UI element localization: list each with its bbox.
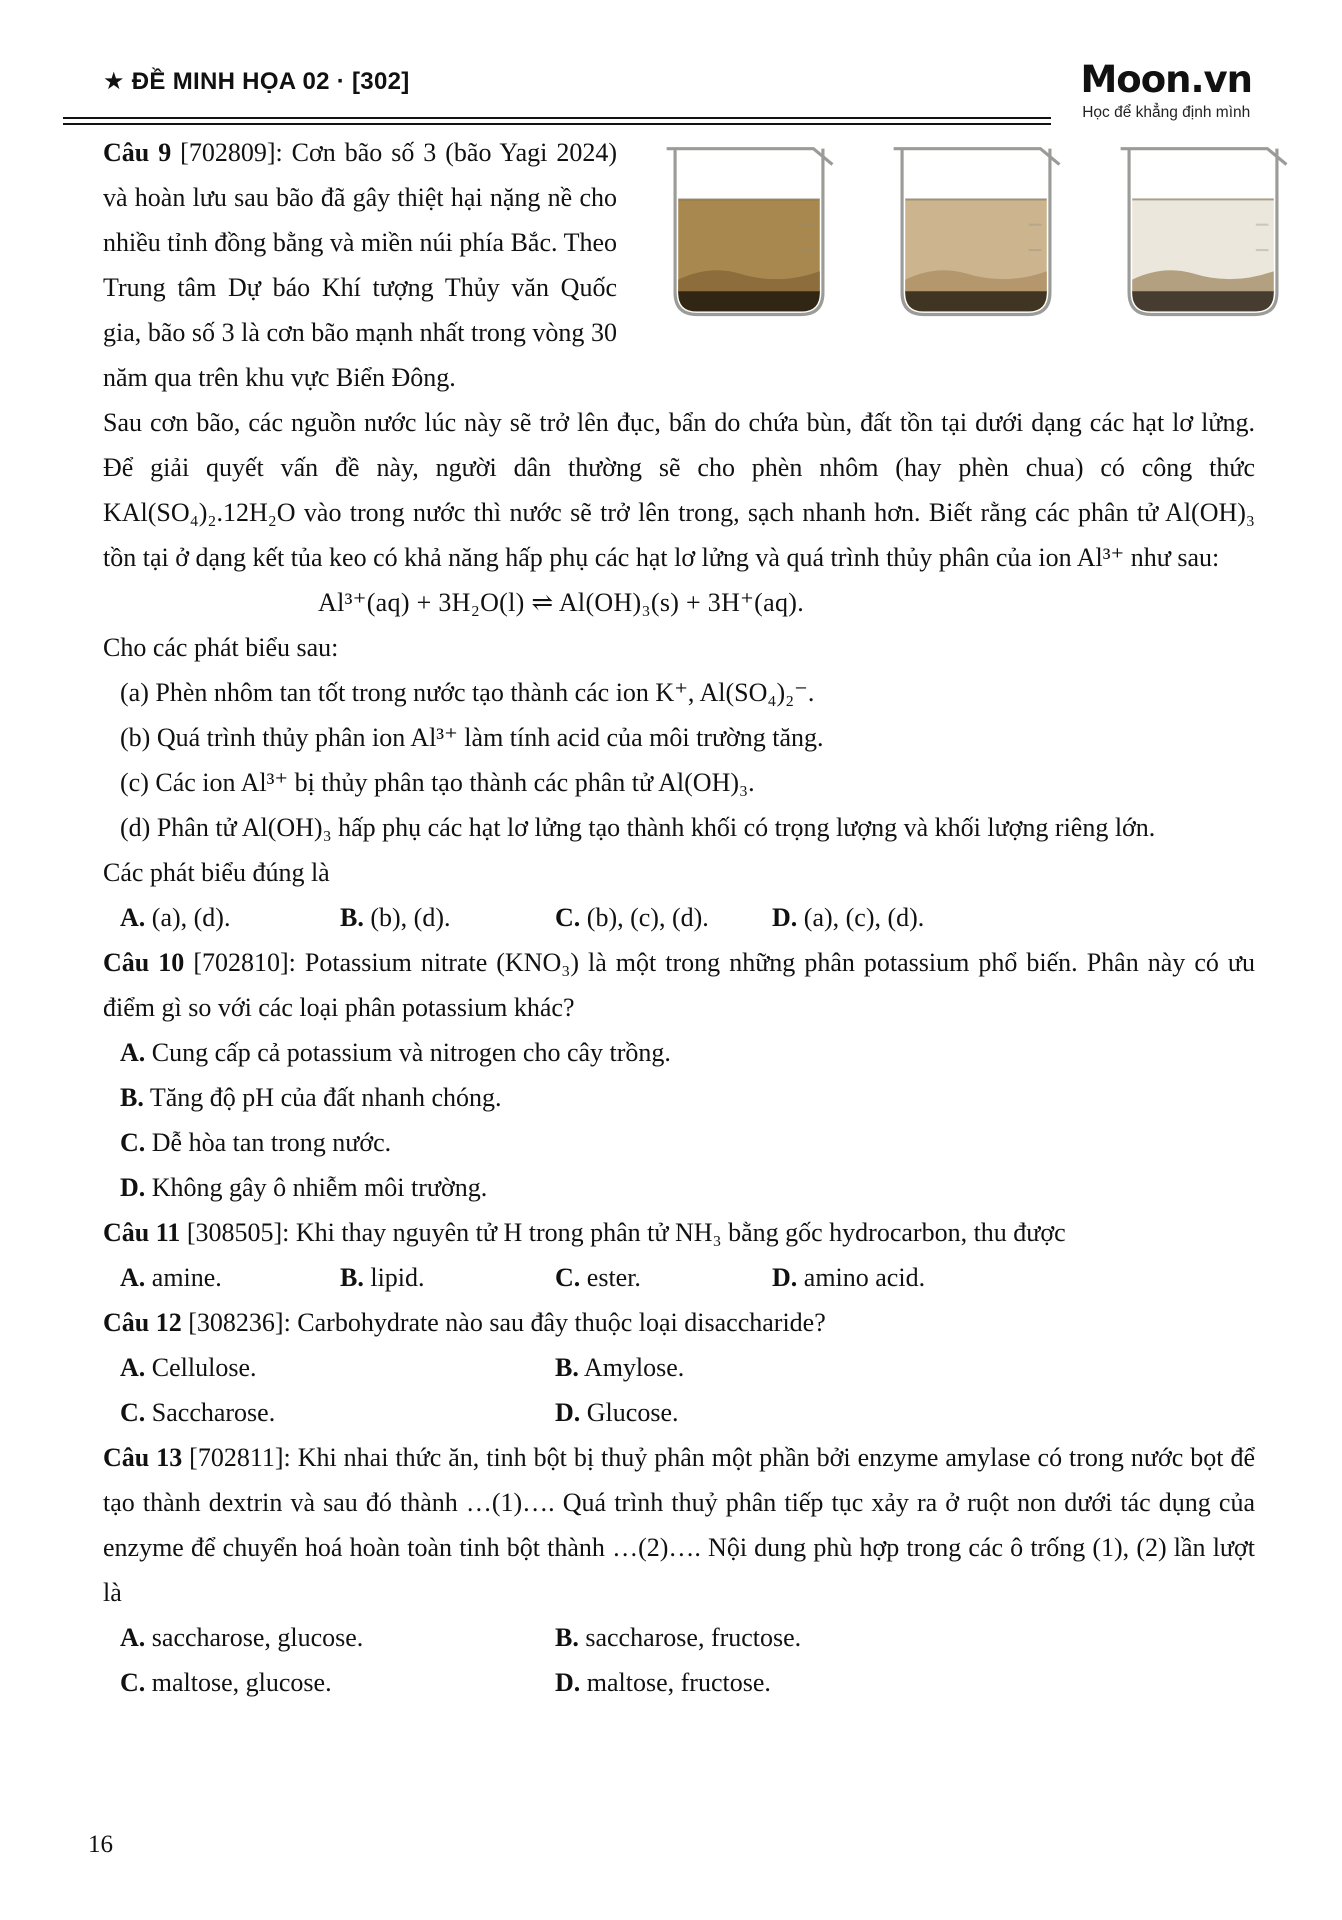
option-a: A. saccharose, glucose. <box>120 1623 364 1652</box>
option-a: A. Cellulose. <box>120 1353 257 1382</box>
question-number: Câu 9 <box>103 138 172 167</box>
brand-name: Moon.vn <box>1080 58 1252 101</box>
statements-closing: Các phát biểu đúng là <box>103 858 330 887</box>
chemical-equation: Al³⁺(aq) + 3H₂O(l) ⇌ Al(OH)₃(s) + 3H⁺(aq). <box>318 588 805 617</box>
option-b: B. Tăng độ pH của đất nhanh chóng. <box>120 1083 502 1112</box>
question-number: Câu 12 <box>103 1308 182 1337</box>
option-c: C. (b), (c), (d). <box>555 903 709 932</box>
beaker-clarified-water <box>1097 136 1309 324</box>
option-b: B. saccharose, fructose. <box>555 1623 802 1652</box>
moon-logo <box>1080 60 1252 121</box>
answer-options-row <box>103 1255 1255 1300</box>
option-c: C. ester. <box>555 1263 641 1292</box>
question-10 <box>103 940 1255 1210</box>
option-a: A. Cung cấp cả potassium và nitrogen cho cây trồng. <box>120 1038 671 1067</box>
statement-b: (b) Quá trình thủy phân ion Al³⁺ làm tính acid của môi trường tăng. <box>120 723 824 752</box>
page-content <box>0 130 1342 1705</box>
question-paragraph: Sau cơn bão, các nguồn nước lúc này sẽ trở lên đục, bẩn do chứa bùn, đất tồn tại dưới dạng các hạt lơ lửng. Để giải quyết vấn đề này, người dân thường sẽ cho phèn nhôm (hay phèn chua) có công thức KAl(SO₄)₂.12H₂O vào trong nước thì nước sẽ trở lên trong, sạch nhanh hơn. Biết rằng các phân tử Al(OH)₃ tồn tại ở dạng kết tủa keo có khả năng hấp phụ các hạt lơ lửng và quá trình thủy phân của ion Al³⁺ như sau: <box>103 408 1255 572</box>
question-number: Câu 13 <box>103 1443 183 1472</box>
question-stem <box>103 1210 1255 1255</box>
answer-options-row <box>103 1345 1255 1390</box>
option-a: A. amine. <box>120 1263 222 1292</box>
option-b: B. Amylose. <box>555 1353 685 1382</box>
page-number: 16 <box>88 1831 113 1858</box>
beaker-settling-water <box>870 136 1082 324</box>
option-c: C. Saccharose. <box>120 1398 276 1427</box>
exam-title: ★ ĐỀ MINH HỌA 02 · [302] <box>103 68 410 95</box>
beaker-muddy-water <box>643 136 855 324</box>
answer-options-row <box>103 1615 1255 1660</box>
option-b: B. (b), (d). <box>340 903 451 932</box>
question-stem <box>103 1300 1255 1345</box>
question-9 <box>103 130 1255 940</box>
option-d: D. amino acid. <box>772 1263 926 1292</box>
answer-options-row <box>103 1660 1255 1705</box>
option-d: D. Không gây ô nhiễm môi trường. <box>120 1173 488 1202</box>
statements-intro: Cho các phát biểu sau: <box>103 633 339 662</box>
header-rule <box>63 117 1051 125</box>
question-stem-text: [308236]: Carbohydrate nào sau đây thuộc loại disaccharide? <box>181 1308 826 1337</box>
page-header <box>0 0 1342 130</box>
question-stem-text: [308505]: Khi thay nguyên tử H trong phân tử NH₃ bằng gốc hydrocarbon, thu được <box>180 1218 1066 1247</box>
question-13 <box>103 1435 1255 1705</box>
option-c: C. maltose, glucose. <box>120 1668 332 1697</box>
option-a: A. (a), (d). <box>120 903 231 932</box>
option-c: C. Dễ hòa tan trong nước. <box>120 1128 392 1157</box>
question-stem <box>103 940 1255 1030</box>
option-d: D. (a), (c), (d). <box>772 903 925 932</box>
answer-options-row <box>103 895 1255 940</box>
option-b: B. lipid. <box>340 1263 425 1292</box>
question-number: Câu 11 <box>103 1218 181 1247</box>
question-stem <box>103 1435 1255 1615</box>
question-11 <box>103 1210 1255 1300</box>
question-stem-text: [702809]: Cơn bão số 3 (bão Yagi 2024) và hoàn lưu sau bão đã gây thiệt hại nặng nề cho nhiều tỉnh đồng bằng và miền núi phía Bắc. Theo Trung tâm Dự báo Khí tượng Thủy văn Quốc gia, bão số 3 là cơn bão mạnh nhất trong vòng 30 năm qua trên khu vực Biển Đông. <box>103 138 617 392</box>
answer-options-row <box>103 1390 1255 1435</box>
brand-tagline: Học để khẳng định mình <box>1082 103 1251 121</box>
statement-a: (a) Phèn nhôm tan tốt trong nước tạo thành các ion K⁺, Al(SO₄)₂⁻. <box>120 678 815 707</box>
question-number: Câu 10 <box>103 948 185 977</box>
statement-d: (d) Phân tử Al(OH)₃ hấp phụ các hạt lơ lửng tạo thành khối có trọng lượng và khối lượng riêng lớn. <box>120 813 1156 842</box>
statement-c: (c) Các ion Al³⁺ bị thủy phân tạo thành các phân tử Al(OH)₃. <box>120 768 755 797</box>
option-d: D. maltose, fructose. <box>555 1668 771 1697</box>
question-stem-text: [702811]: Khi nhai thức ăn, tinh bột bị thuỷ phân một phần bởi enzyme amylase có trong nước bọt để tạo thành dextrin và sau đó thành …(1)…. Quá trình thuỷ phân tiếp tục xảy ra ở ruột non dưới tác dụng của enzyme để chuyển hoá hoàn toàn tinh bột thành …(2)…. Nội dung phù hợp trong các ô trống (1), (2) lần lượt là <box>103 1443 1255 1607</box>
option-d: D. Glucose. <box>555 1398 679 1427</box>
beakers-figure <box>643 136 1309 374</box>
question-stem-text: [702810]: Potassium nitrate (KNO₃) là một trong những phân potassium phổ biến. Phân này có ưu điểm gì so với các loại phân potassium khác? <box>103 948 1255 1022</box>
question-12 <box>103 1300 1255 1435</box>
